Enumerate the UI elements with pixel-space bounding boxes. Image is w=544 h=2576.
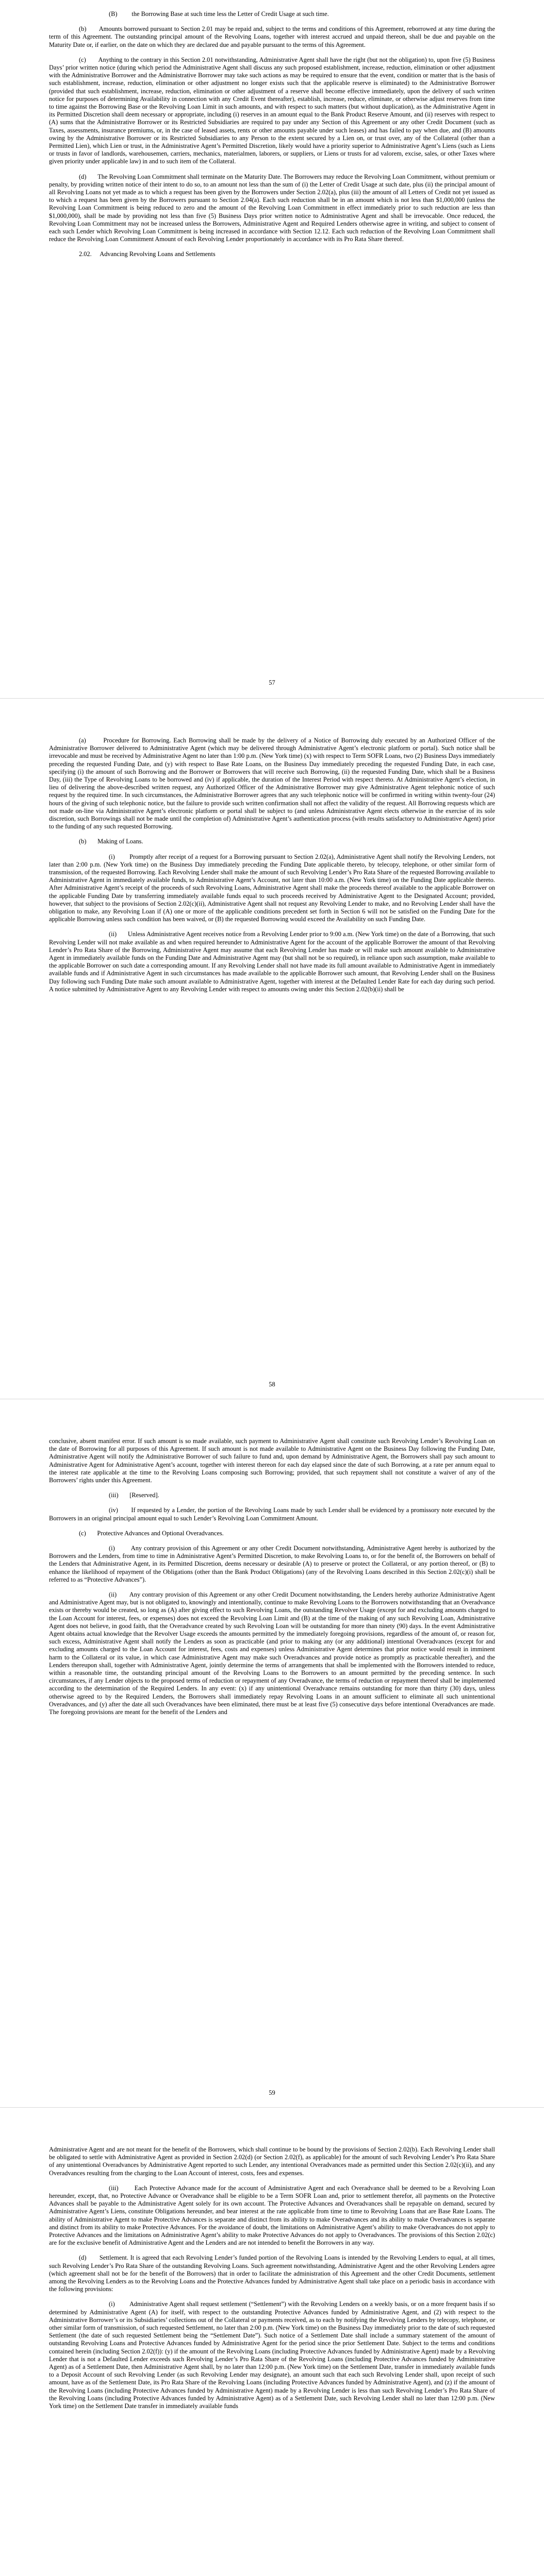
para-d-i: (i) Administrative Agent shall request settlement (“Settlement”) with the Revolving Lenders on a weekly basis, or on a more frequent basis if so determined by Administrative Agent (A) for itself, with respect to the outstanding Protective Advances funded by Administrative Agent, and (2) with respect to the Administrative Borrower’s or its Subsidiaries’ collections out of the Collateral or payments received, as to each by notifying the Revolving Lenders by telecopy, telephone, or other similar form of transmission, of such requested Settlement, no later than 2:00 p.m. (New York time) on the Business Day immediately prior to the date of such requested Settlement (the date of such requested Settlement being the “Settlement Date”). Such notice of a Settlement Date shall include a summary statement of the amount of outstanding Revolving Loans and Protective Advances funded by Administrative Agent for the period since the prior Settlement Date. Subject to the terms and conditions contained herein (including Section 2.02(f)): (y) if the amount of the Revolving Loans (including Protective Advances funded by Administrative Agent) made by a Revolving Lender that is not a Defaulted Lender exceeds such Revolving Lender’s Pro Rata Share of the Revolving Loans (including Protective Advances funded by Administrative Agent) as of a Settlement Date, then Administrative Agent shall, by no later than 12:00 p.m. (New York time) on the Settlement Date, transfer in immediately available funds to a Deposit Account of such Revolving Lender (as such Revolving Lender may designate), an amount such that each such Revolving Lender shall, upon receipt of such amount, have as of the Settlement Date, its Pro Rata Share of the Revolving Loans (including Protective Advances funded by Administrative Agent), and (z) if the amount of the Revolving Loans (including Protective Advances funded by Administrative Agent) made by a Revolving Lender is less than such Revolving Lender’s Pro Rata Share of the Revolving Loans (including Protective Advances funded by Administrative Agent) as of a Settlement Date, such Revolving Lender shall no later than 12:00 p.m. (New York time) on the Settlement Date transfer in immediately available funds [49,2300,495,2410]
page-separator [0,2107,544,2108]
section-heading-2-02: 2.02. Advancing Revolving Loans and Settlements [79,250,216,258]
para-c: (c) Anything to the contrary in this Section 2.01 notwithstanding, Administrative Agent shall have the right (but not the obligation) to, upon five (5) Business Days’ prior written notice (during which period the Administrative Agent shall discuss any such proposed establishment, increase, reduction, elimination or other adjustment with the Administrative Borrower and the Administrative Borrower may take such actions as may be required to ensure that the event, condition or matter that is the basis of such establishment, increase, reduction, elimination or other adjustment no longer exists such that the applicable reserve is eliminated) to the Administrative Borrower (provided that such establishment, increase, reduction, elimination or other adjustment of a reserve shall become effective immediately, upon the delivery of such written notice for purposes of determining Availability in connection with any Credit Event thereafter), establish, increase, reduce, eliminate, or otherwise adjust reserves from time to time against the Borrowing Base or the Revolving Loan Limit in such amounts, and with respect to such matters (but without duplication), as the Administrative Agent in its Permitted Discretion shall deem necessary or appropriate, including (i) reserves in an amount equal to the Bank Product Reserve Amount, and (ii) reserves with respect to (A) sums that the Administrative Borrower or its Restricted Subsidiaries are required to pay under any Section of this Agreement or any other Credit Document (such as Taxes, assessments, insurance premiums, or, in the case of leased assets, rents or other amounts payable under such leases) and has failed to pay when due, and (B) amounts owing by the Administrative Borrower or its Restricted Subsidiaries to any Person to the extent secured by a Lien on, or trust over, any of the Collateral (other than a Permitted Lien), which Lien or trust, in the Administrative Agent’s Permitted Discretion, likely would have a priority superior to Administrative Agent’s Liens (such as Liens or trusts in favor of landlords, warehousemen, carriers, mechanics, materialmen, laborers, or suppliers, or Liens or trusts for ad valorem, excise, sales, or other Taxes where given priority under applicable law) in and to such item of the Collateral. [49,56,495,165]
para-d: (d) The Revolving Loan Commitment shall terminate on the Maturity Date. The Borrowers may reduce the Revolving Loan Commitment, without premium or penalty, by providing written notice of their intent to do so, to an amount not less than the sum of (i) the Letter of Credit Usage at such date, plus (ii) the principal amount of all Revolving Loans not yet made as to which a request has been given by the Borrowers under Section 2.02(a), plus (iii) the amount of all Letters of Credit not yet issued as to which a request has been given by the Borrowers pursuant to Section 2.04(a). Each such reduction shall be in an amount which is not less than $1,000,000 (unless the Revolving Loan Commitment is being reduced to zero and the amount of the Revolving Loan Commitment in effect immediately prior to such reduction are less than $1,000,000), shall be made by providing not less than five (5) Business Days prior written notice to Administrative Agent and shall be irrevocable. Once reduced, the Revolving Loan Commitment may not be increased unless the Borrowers, Administrative Agent and Required Lenders otherwise agree in writing, and subject to consent of each such Lender which Revolving Loan Commitment is being increased in accordance with Section 12.12. Each such reduction of the Revolving Loan Commitment shall reduce the Revolving Loan Commitment Amount of each Revolving Lender proportionately in accordance with its Pro Rata Share thereof. [49,173,495,243]
para-continuation: Administrative Agent and are not meant for the benefit of the Borrowers, which shall continue to be bound by the provisions of Section 2.02(b). Each Revolving Lender shall be obligated to settle with Administrative Agent as provided in Section 2.02(d) (or Section 2.02(f), as applicable) for the amount of such Revolving Lender’s Pro Rata Share of any unintentional Overadvances by Administrative Agent reported to such Lender, any intentional Overadvances made as permitted under this Section 2.02(c)(ii), and any Overadvances resulting from the charging to the Loan Account of interest, costs, fees and expenses. [49,2146,495,2177]
para-d-settlement: (d) Settlement. It is agreed that each Revolving Lender’s funded portion of the Revolving Loans is intended by the Revolving Lenders to equal, at all times, such Revolving Lender’s Pro Rata Share of the outstanding Revolving Loans. Such agreement notwithstanding, Administrative Agent and the other Revolving Lenders agree (which agreement shall not be for the benefit of the Borrowers) that in order to facilitate the administration of this Agreement and the other Credit Documents, settlement among the Revolving Lenders as to the Revolving Loans and the Protective Advances funded by Administrative Agent shall take place on a periodic basis in accordance with the following provisions: [49,2254,495,2293]
para-c-ii: (ii) Any contrary provision of this Agreement or any other Credit Document notwithstanding, the Lenders hereby authorize Administrative Agent and Administrative Agent may, but is not obligated to, knowingly and intentionally, continue to make Revolving Loans to the Borrowers notwithstanding that an Overadvance exists or thereby would be created, so long as (A) after giving effect to such Revolving Loans, the outstanding Revolver Usage (except for and excluding amounts charged to the Loan Account for interest, fees, or expenses) does not exceed the Revolving Loan Limit and (B) at the time of the making of any such Revolving Loan, Administrative Agent does not believe, in good faith, that the Overadvance created by such Revolving Loan will be outstanding for more than ninety (90) days. In the event Administrative Agent obtains actual knowledge that the Revolver Usage exceeds the amounts permitted by the immediately foregoing provisions, regardless of the amount of, or reason for, such excess, Administrative Agent shall notify the Lenders as soon as practicable (and prior to making any (or any additional) intentional Overadvances (except for and excluding amounts charged to the Loan Account for interest, fees, costs and expenses) unless Administrative Agent determines that prior notice would result in imminent harm to the Collateral or its value, in which case Administrative Agent may make such Overadvances and provide notice as promptly as practicable thereafter), and the Lenders thereupon shall, together with Administrative Agent, jointly determine the terms of arrangements that shall be implemented with the Borrowers intended to reduce, within a reasonable time, the outstanding principal amount of the Revolving Loans to the Borrowers to an amount permitted by the preceding sentence. In such circumstances, if any Lender objects to the proposed terms of reduction or repayment of any Overadvance, the terms of reduction or repayment thereof shall be implemented according to the determination of the Required Lenders. In any event: (x) if any unintentional Overadvance remains outstanding for more than thirty (30) days, unless otherwise agreed to by the Required Lenders, the Borrowers shall immediately repay Revolving Loans in an amount sufficient to eliminate all such unintentional Overadvances, and (y) after the date all such Overadvances have been eliminated, there must be at least five (5) consecutive days before intentional Overadvances are made. The foregoing provisions are meant for the benefit of the Lenders and [49,1591,495,1716]
page-59 [49,1437,495,1723]
para-iv: (iv) If requested by a Lender, the portion of the Revolving Loans made by such Lender shall be evidenced by a promissory note executed by the Borrowers in an original principal amount equal to such Lender’s Revolving Loan Commitment Amount. [49,1506,495,1522]
para-continuation: conclusive, absent manifest error. If such amount is so made available, such payment to Administrative Agent shall constitute such Revolving Lender’s Revolving Loan on the date of Borrowing for all purposes of this Agreement. If such amount is not made available to Administrative Agent on the Business Day following the Funding Date, Administrative Agent will notify the Administrative Borrower of such failure to fund and, upon demand by Administrative Agent, the Borrowers shall pay such amount to Administrative Agent for Administrative Agent’s account, together with interest thereon for each day elapsed since the date of such Borrowing, at a rate per annum equal to the interest rate applicable at the time to the Revolving Loans composing such Borrowing; provided, that such repayment shall not constitute a waiver of any of the Borrowers’ rights under this Agreement. [49,1437,495,1484]
page-number-58: 58 [269,1381,275,1388]
para-b: (b) Amounts borrowed pursuant to Section 2.01 may be repaid and, subject to the terms and conditions of this Agreement, reborrowed at any time during the term of this Agreement. The outstanding principal amount of the Revolving Loans, together with interest accrued and unpaid thereon, shall be due and payable on the Maturity Date or, if earlier, on the date on which they are declared due and payable pursuant to the terms of this Agreement. [49,25,495,48]
para-a-procedure-for-borrowing: (a) Procedure for Borrowing. Each Borrowing shall be made by the delivery of a Notice of Borrowing duly executed by an Authorized Officer of the Administrative Borrower delivered to Administrative Agent (which may be delivered through Administrative Agent’s electronic platform or portal). Such notice shall be irrevocable and must be received by Administrative Agent no later than 1:00 p.m. (New York time) (x) with respect to Term SOFR Loans, two (2) Business Days immediately preceding the requested Funding Date, and (y) with respect to Base Rate Loans, on the Business Day immediately preceding the requested Funding Date, in each case, specifying (i) the amount of such Borrowing and the Borrower or Borrowers that will receive such Borrowing, (ii) the requested Funding Date, which shall be a Business Day, (iii) the Type of Revolving Loans to be borrowed and (iv) if applicable, the duration of the Interest Period with respect thereto. At Administrative Agent’s election, in lieu of delivering the above-described written request, any Authorized Officer of the Administrative Borrower may give Administrative Agent telephonic notice of such request by the required time. In such circumstances, the Administrative Borrower agrees that any such telephonic notice will be confirmed in writing within twenty-four (24) hours of the giving of such telephonic notice, but the failure to provide such written confirmation shall not affect the validity of the request. All Borrowing requests which are not made on-line via Administrative Agent’s electronic platform or portal shall be subject to (and unless Administrative Agent elects otherwise in the exercise of its sole discretion, such Borrowings shall not be made until the completion of) Administrative Agent’s authentication process (with results satisfactory to Administrative Agent) prior to the funding of any such requested Borrowing. [49,737,495,831]
page-60 [49,2146,495,2417]
para-c-iii: (iii) Each Protective Advance made for the account of Administrative Agent and each Overadvance shall be deemed to be a Revolving Loan hereunder, except, that, no Protective Advance or Overadvance shall be eligible to be a Term SOFR Loan and, prior to settlement therefor, all payments on the Protective Advances shall be payable to the Administrative Agent solely for its own account. The Protective Advances and Overadvances shall be repayable on demand, secured by Administrative Agent’s Liens, constitute Obligations hereunder, and bear interest at the rate applicable from time to time to Revolving Loans that are Base Rate Loans. The ability of Administrative Agent to make Protective Advances is separate and distinct from its ability to make Overadvances and its ability to make Overadvances is separate and distinct from its ability to make Protective Advances. For the avoidance of doubt, the limitations on Administrative Agent’s ability to make Overadvances do not apply to Protective Advances and the limitations on Administrative Agent’s ability to make Protective Advances do not apply to Overadvances. The provisions of this Section 2.02(c) are for the exclusive benefit of Administrative Agent and the Lenders and are not intended to benefit the Borrowers in any way. [49,2184,495,2247]
page-number-59: 59 [269,2089,275,2096]
para-b-lead: (B) the Borrowing Base at such time less the Letter of Credit Usage at such time. [109,10,329,18]
para-c-i: (i) Any contrary provision of this Agreement or any other Credit Document notwithstanding, Administrative Agent hereby is authorized by the Borrowers and the Lenders, from time to time in Administrative Agent’s Permitted Discretion, to make Revolving Loans to, or for the benefit of, the Borrowers on behalf of the Lenders that Administrative Agent, in its Permitted Discretion, deems necessary or desirable (A) to preserve or protect the Collateral, or any portion thereof, or (B) to enhance the likelihood of repayment of the Obligations (other than the Bank Product Obligations) (any of the Revolving Loans described in this Section 2.02(c)(i) shall be referred to as “Protective Advances”). [49,1545,495,1583]
page-separator [0,698,544,699]
para-b-ii: (ii) Unless Administrative Agent receives notice from a Revolving Lender prior to 9:00 a.m. (New York time) on the date of a Borrowing, that such Revolving Lender will not make available as and when required hereunder to Administrative Agent for the account of the applicable Borrower the amount of that Revolving Lender’s Pro Rata Share of the Borrowing, Administrative Agent may assume that each Revolving Lender has made or will make such amount available to Administrative Agent in immediately available funds on the Funding Date and Administrative Agent may (but shall not be so required), in reliance upon such assumption, make available to the applicable Borrower on such date a corresponding amount. If any Revolving Lender shall not have made its full amount available to Administrative Agent in immediately available funds and if Administrative Agent in such circumstances has made available to the applicable Borrower such amount, that Revolving Lender shall on the Business Day following such Funding Date make such amount available to Administrative Agent, together with interest at the Defaulted Lender Rate for each day during such period. A notice submitted by Administrative Agent to any Revolving Lender with respect to amounts owing under this Section 2.02(b)(ii) shall be [49,930,495,993]
page-number-57: 57 [269,679,275,686]
para-c-protective-advances: (c) Protective Advances and Optional Overadvances. [79,1529,224,1537]
para-b-i: (i) Promptly after receipt of a request for a Borrowing pursuant to Section 2.02(a), Administrative Agent shall notify the Revolving Lenders, not later than 2:00 p.m. (New York time) on the Business Day immediately preceding the Funding Date applicable thereto, by telecopy, telephone, or other similar form of transmission, of the requested Borrowing. Each Revolving Lender shall make the amount of such Revolving Lender’s Pro Rata Share of the requested Borrowing available to Administrative Agent in immediately available funds, to Administrative Agent’s Account, not later than 10:00 a.m. (New York time) on the Funding Date applicable thereto. After Administrative Agent’s receipt of the proceeds of such Revolving Loans, Administrative Agent shall make the proceeds thereof available to the applicable Borrower on the applicable Funding Date by transferring immediately available funds equal to such proceeds received by Administrative Agent to the Designated Account; provided, however, that subject to the provisions of Section 2.02(c)(ii), Administrative Agent shall not request any Revolving Lender to make, and no Revolving Lender shall have the obligation to make, any Revolving Loan if (A) one or more of the applicable conditions precedent set forth in Section 6 will not be satisfied on the Funding Date for the applicable Borrowing unless such condition has been waived, or (B) the requested Borrowing would exceed the Availability on such Funding Date. [49,853,495,923]
page-57 [49,10,495,259]
para-iii-reserved: (iii) [Reserved]. [109,1492,159,1499]
page-58 [49,737,495,1001]
para-b-making-of-loans: (b) Making of Loans. [79,838,143,845]
